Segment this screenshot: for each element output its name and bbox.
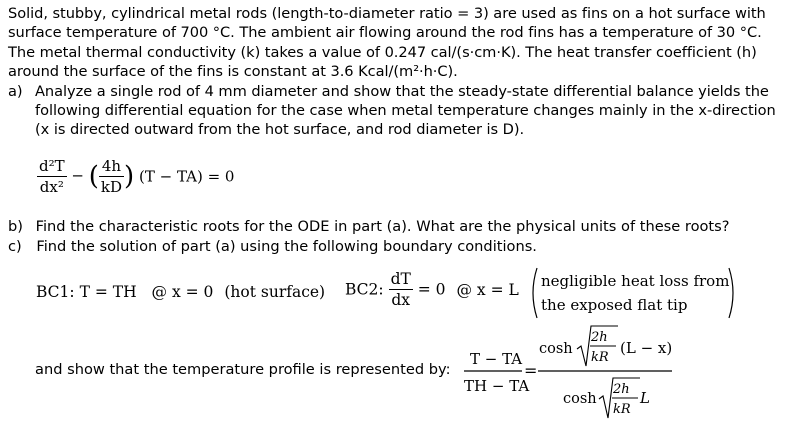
- bc2-note-line2: the exposed flat tip: [541, 296, 688, 314]
- part-b-text: Find the characteristic roots for the ODE in part (a). What are the physical units of these roots?: [35, 218, 730, 235]
- part-b: [8, 218, 730, 235]
- ode-rest: (T − TA) = 0: [138, 167, 235, 186]
- part-b-label: b): [8, 218, 23, 235]
- bc2-label: BC2:: [345, 280, 384, 299]
- lhs-numerator: T − TA: [470, 350, 523, 368]
- right-paren: ): [124, 161, 135, 192]
- d2t-numerator: d²T: [39, 157, 65, 175]
- top-cosh: cosh: [539, 341, 573, 357]
- part-c-label: c): [8, 238, 22, 255]
- bc2-at: @ x = L: [456, 280, 519, 299]
- left-paren: (: [88, 161, 99, 192]
- problem-text: [8, 4, 780, 140]
- part-a: [8, 82, 780, 140]
- bc2-note-line1: negligible heat loss from: [541, 272, 730, 290]
- bottom-cosh: cosh: [563, 391, 597, 407]
- bc2-note-left-paren: [533, 268, 537, 318]
- bc2-derivative: [389, 270, 413, 309]
- bottom-inner-numerator: 2h: [613, 382, 630, 397]
- profile-prefix: and show that the temperature profile is represented by:: [35, 361, 451, 378]
- second-derivative: [37, 157, 67, 196]
- bc2: [345, 270, 519, 309]
- part-c-text: Find the solution of part (a) using the following boundary conditions.: [36, 238, 537, 255]
- top-inner-denominator: kR: [591, 350, 609, 365]
- part-c: [8, 238, 537, 255]
- bc2-denominator: dx: [389, 289, 413, 309]
- bc1-note: (hot surface): [224, 283, 326, 301]
- bc2-note-right-paren: [729, 268, 733, 318]
- bc2-eq: = 0: [417, 280, 446, 299]
- bc1-label: BC1:: [36, 283, 75, 301]
- part-a-label: a): [8, 82, 23, 100]
- dx2-denominator: dx²: [37, 176, 67, 196]
- bc2-numerator: dT: [390, 270, 411, 288]
- bc2-note: [541, 269, 729, 317]
- minus-sign: −: [71, 166, 84, 185]
- top-tail: (L − x): [620, 339, 673, 357]
- bc1-expr: T = TH: [79, 283, 137, 301]
- lhs-denominator: TH − TA: [464, 377, 530, 395]
- bc1-at: @ x = 0: [151, 283, 214, 301]
- top-inner-numerator: 2h: [591, 330, 608, 345]
- part-a-text: Analyze a single rod of 4 mm diameter and show that the steady-state differential balance yields the following differential equation for the case when metal temperature changes mainly in the x-direction (x is directed outward from the hot surface, and rod diameter is D).: [35, 82, 776, 139]
- problem-intro: Solid, stubby, cylindrical metal rods (length-to-diameter ratio = 3) are used as fins on a hot surface with surface temperature of 700 °C. The ambient air flowing around the rod fins has a temperature of 30 °C. The metal thermal conductivity (k) takes a value of 0.247 cal/(s·cm·K). The heat transfer coefficient (h) around the surface of the fins is constant at 3.6 Kcal/(m²·h·C).: [8, 5, 766, 81]
- bottom-inner-denominator: kR: [613, 402, 631, 417]
- coef-denominator: kD: [100, 178, 123, 196]
- bc1: [36, 283, 325, 301]
- coef-numerator: 4h: [101, 157, 122, 175]
- ode-equation: [37, 157, 234, 196]
- temperature-profile-equation: [460, 322, 682, 426]
- equals-sign: =: [524, 361, 538, 380]
- bottom-tail: L: [640, 389, 650, 407]
- coefficient-fraction: [99, 157, 124, 196]
